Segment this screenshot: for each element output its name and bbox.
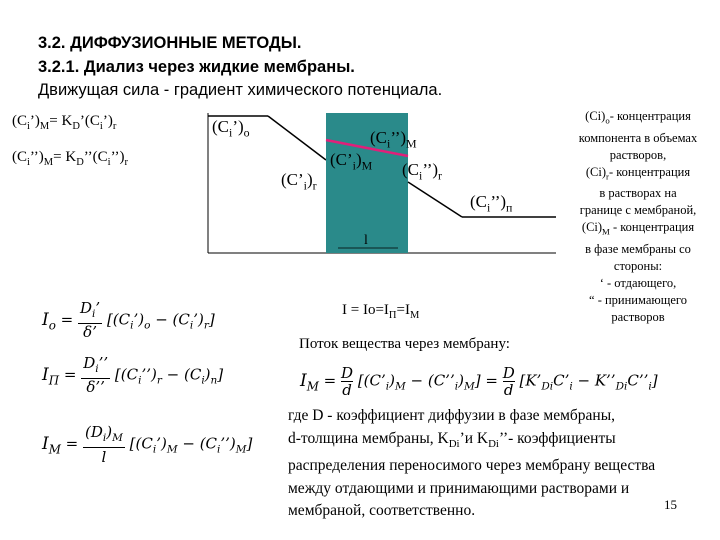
profile-right-slope <box>408 182 462 217</box>
label-c-r-left: $(C’_i)_r$ <box>281 170 317 193</box>
label-thickness: l <box>364 233 368 248</box>
equilibrium-eq-2: $(C_i’’)_M=$ $K_D’’(C_i’’)_r$ <box>12 149 128 168</box>
profile-left-slope <box>268 116 326 160</box>
equilibrium-eq-1: $(C_i’)_M=$ $K_D’(C_i’)_r$ <box>12 113 117 132</box>
flux-title: Поток вещества через мембрану: <box>299 336 510 352</box>
page-number: 15 <box>664 497 677 512</box>
label-c-o: $(C_i’)_o$ <box>212 117 250 140</box>
formula-im: $I_M$ = $\frac{(D_i)_M}{l}$ [$(C_i’)_M$ − $(C_i’’)_M$] <box>42 423 253 466</box>
formula-ip: $I_П$ = $\frac{D_i’’}{\delta’’}$ $[(C_i’’)_r - (C_i)_п]$ <box>42 354 224 396</box>
explanation-text: где D - коэффициент диффузии в фазе мембраны, d-толщина мембраны, $K_{Di}’и$ $K_{Di}’’-$ коэффициенты распределения переносимого через мембрану вещества между отдающими и принимающими растворами и мембраной, соответственно. <box>288 407 656 520</box>
driving-force-line: Движущая сила - градиент химического потенциала. <box>38 81 443 99</box>
concentration-legend: $(Ci)_o-$ концентрация компонента в объемах растворов, $(Ci)_r-$ концентрация в растворах на границе с мембраной, $(Ci)_M$ - концентрация в фазе мембраны со стороны: ‘ - отдающего, “ - принимающего растворов <box>578 109 698 324</box>
flux-equality: $I = Io=I_П=I_M$ <box>342 302 420 321</box>
label-c-r-right: $(C_i’’)_r$ <box>402 160 443 183</box>
formula-io: $I_o$ = $\frac{D_i’}{\delta’}$ [$(C_i’)_o$ − $(C_i’)_r$] <box>42 299 215 341</box>
formula-im-coefficients: $I_M$ = $\frac{D}{d}$ [$(C’_i)_M$ − $(C’’_i)_M$] = $\frac{D}{d}$ [$K’_{Di}C’_i$ − $K’’_{Di}C’’_i$] <box>300 364 658 399</box>
slide-title: 3.2. ДИФФУЗИОННЫЕ МЕТОДЫ. <box>38 34 302 52</box>
label-c-m-right: $(C_i’’)_M$ <box>370 128 417 151</box>
label-c-m-left: $(C’_i)_M$ <box>330 150 373 173</box>
label-c-p: $(C_i’’)_п$ <box>470 192 513 215</box>
subtitle: 3.2.1. Диализ через жидкие мембраны. <box>38 58 355 76</box>
